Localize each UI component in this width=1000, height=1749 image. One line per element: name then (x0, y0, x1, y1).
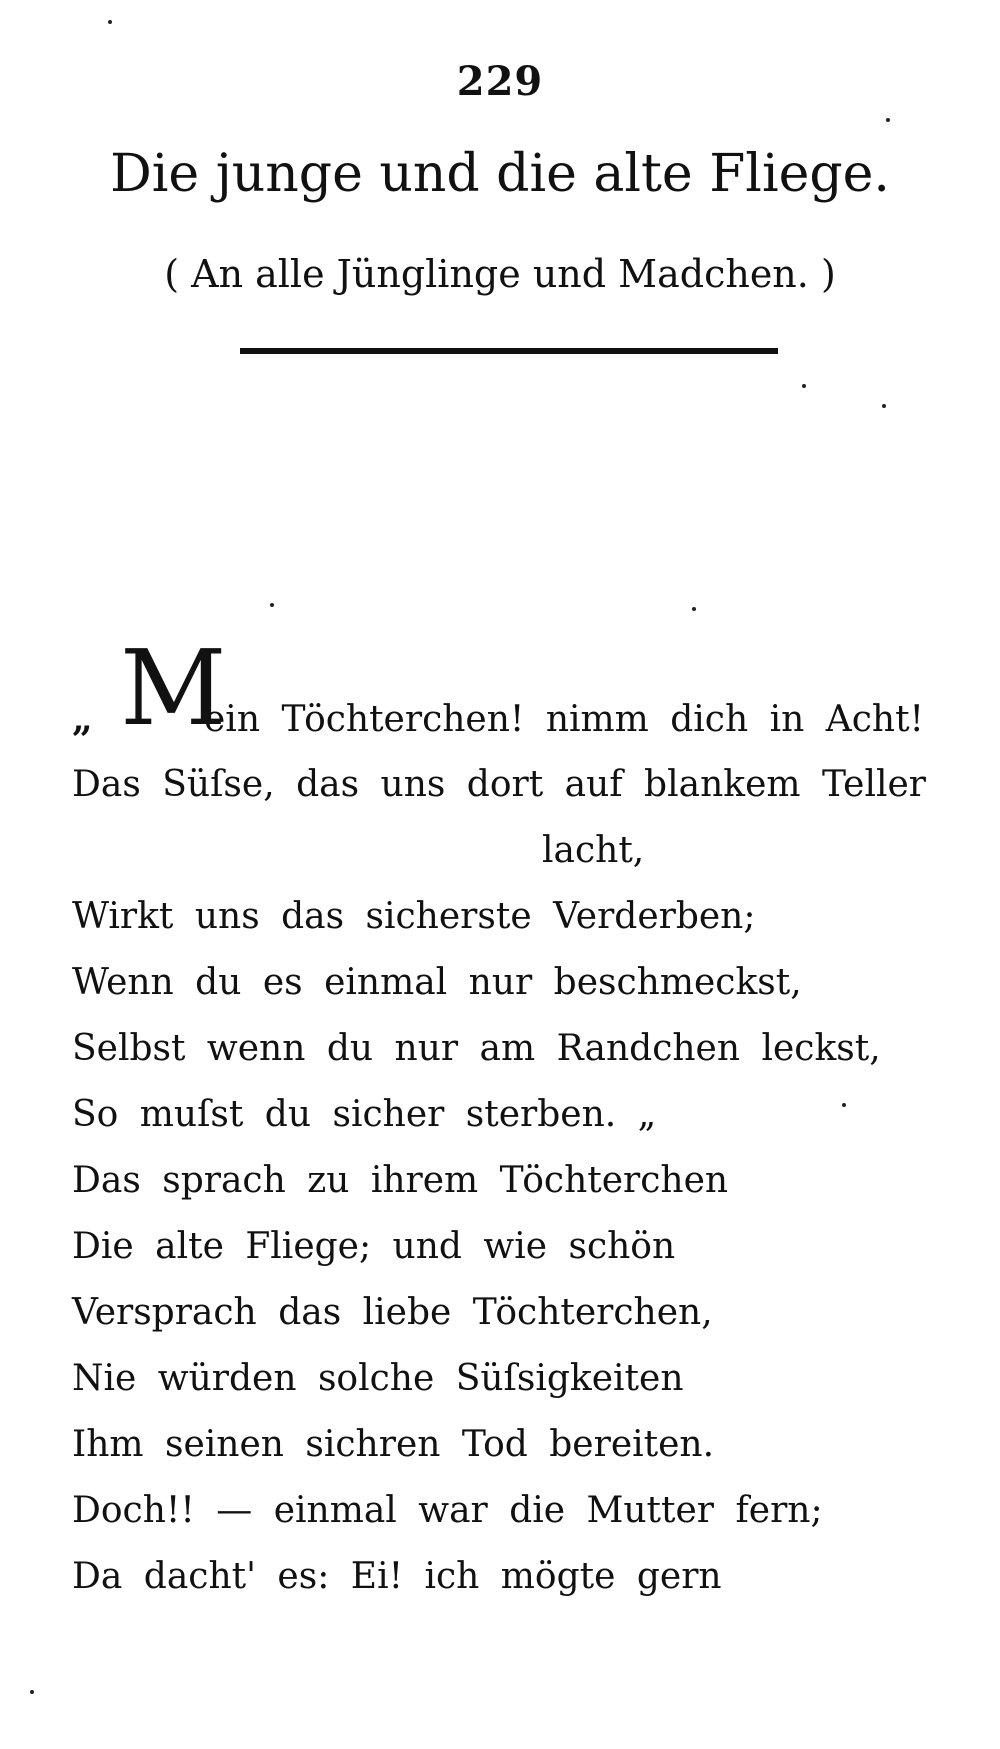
poem-line: Wenn du es einmal nur beschmeckst, (72, 962, 802, 1003)
scan-speck (802, 384, 806, 388)
poem-line: Nie würden solche Süſsigkeiten (72, 1358, 684, 1399)
scan-speck (270, 603, 274, 607)
poem-line: Ihm seinen sichren Tod bereiten. (72, 1424, 715, 1465)
poem-line: So muſst du sicher sterben. „ (72, 1094, 657, 1135)
poem-line: Die alte Fliege; und wie schön (72, 1226, 676, 1267)
poem-line: Versprach das liebe Töchterchen, (72, 1292, 713, 1333)
page-number: 229 (456, 58, 544, 105)
poem-line-continuation: lacht, (542, 830, 645, 871)
scan-speck (108, 20, 112, 24)
poem-line (72, 627, 952, 752)
scan-speck (886, 118, 890, 122)
poem-body (72, 627, 952, 1610)
drop-cap: M (120, 627, 227, 749)
poem-line: Das sprach zu ihrem Töchterchen (72, 1160, 729, 1201)
poem-line: Das Süſse, das uns dort auf blankem Teller (72, 764, 927, 805)
poem-line: Da dacht' es: Ei! ich mögte gern (72, 1556, 722, 1597)
title-divider-rule (240, 348, 778, 354)
poem-subtitle: ( An alle Jünglinge und Madchen. ) (164, 252, 836, 296)
scan-speck (692, 607, 696, 611)
poem-line: Selbst wenn du nur am Randchen leckst, (72, 1028, 881, 1069)
poem-line: Wirkt uns das sicherste Verderben; (72, 896, 756, 937)
opening-quote: „ (72, 698, 93, 740)
scan-speck (882, 404, 886, 408)
poem-line: Doch!! — einmal war die Mutter fern; (72, 1490, 823, 1531)
poem-title: Die junge und die alte Fliege. (110, 144, 890, 204)
scan-speck (30, 1690, 34, 1694)
scan-speck (842, 1103, 846, 1107)
first-line-text: ein Töchterchen! nimm dich in Acht! (204, 699, 925, 740)
